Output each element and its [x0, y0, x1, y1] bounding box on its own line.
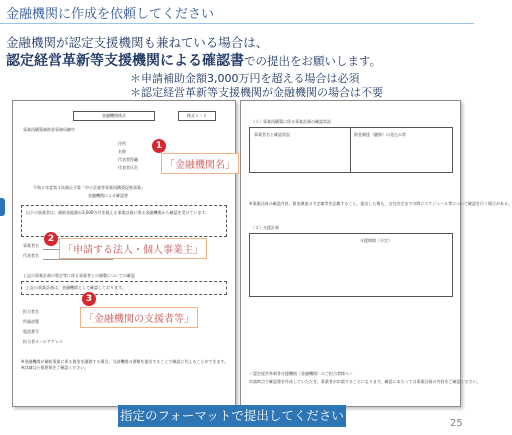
section1-table-divider: [350, 128, 351, 172]
form-body-line2: 金融機関による確認書: [88, 193, 128, 198]
address-label-2: 名称: [118, 149, 126, 154]
support-period-label: 支援期間（予定）: [360, 238, 392, 243]
footnote-1: ※金融機関が補助事業に係る資金を融資する場合、当該機関の書類を提出することで確認に代えることができます。: [21, 359, 229, 364]
callout-badge-1: 1: [152, 139, 166, 153]
callout-3: 「金融機関の支援者等」: [80, 307, 198, 328]
page-title: 金融機関に作成を依頼してください: [6, 7, 215, 22]
form-body-line1: 令和２年度第３次補正予算「中小企業等事業再構築促進事業」: [33, 185, 145, 190]
address-label-3: 代表者役職: [118, 157, 138, 162]
section2-title: （２）支援計画: [251, 225, 279, 230]
note-2: ＊認定経営革新等支援機関が金融機関の場合は不要: [130, 86, 383, 99]
address-label-4: 代表者氏名: [118, 165, 138, 170]
callout-2: 「申請する法人・個人事業主」: [59, 238, 207, 259]
bank-label-4: 担当者メールアドレス: [23, 339, 63, 344]
footer-title: ＜認定経営革新等支援機関（金融機関）のご担当者様へ＞: [249, 371, 353, 376]
title-divider: [0, 23, 474, 24]
business-line-2: [43, 259, 113, 260]
footer-text: 申請時点で確認書を作成していただき、事業者が申請することになります。確認にあたっては事業計画の内容をご確認ください。: [249, 379, 481, 384]
intro-line2-strong: 認定経営革新等支援機関による確認書: [6, 53, 244, 69]
submit-format-banner: 指定のフォーマットで提出してください: [118, 405, 346, 427]
plan-line2: 上記の事業計画は、金融機関として確認しております。: [26, 285, 126, 290]
table-col1-header: 事業者名と確認状況: [254, 132, 290, 137]
intro-line1: 金融機関が認定支援機関も兼ねている場合は、: [6, 35, 269, 50]
form-ref-box: 様式１－２: [178, 111, 216, 121]
form-addressee: 事業再構築補助金事務局御中: [23, 127, 75, 132]
table-col2-header: 資金調達（融資）の見込み等: [354, 132, 406, 137]
section2-table: [249, 233, 453, 297]
bank-label-1: 担当者名: [23, 309, 39, 314]
section1-title: （１）事業再構築に係る事業計画の確認状況: [251, 119, 331, 124]
side-arrow-marker: [0, 198, 5, 216]
form-body-line3: 以下の事業者は、補助金総額が3,000万円を超える事業計画に係る金融機関から確認を受けています。: [26, 210, 210, 215]
callout-1: 「金融機関名」: [161, 153, 239, 174]
page-number: 25: [450, 418, 463, 429]
section1-table: [249, 127, 453, 173]
form-right-document: [240, 100, 512, 407]
business-label-1: 事業者名: [23, 243, 39, 248]
callout-badge-3: 3: [82, 292, 96, 306]
note-1: ＊申請補助金額3,000万円を超える場合は必須: [130, 72, 360, 85]
address-label-1: 住所: [118, 141, 126, 146]
bank-label-3: 電話番号: [23, 329, 39, 334]
intro-line2: [6, 50, 381, 70]
plan-line1: 上記の事業計画の策定等に係る事業者との調整についての確認: [23, 273, 135, 278]
callout-badge-2: 2: [44, 232, 58, 246]
form-header-box: 金融機関様式: [73, 111, 155, 121]
intro-line2-rest: での提出をお願いします。: [244, 54, 382, 68]
business-label-2: 代表者名: [23, 253, 39, 258]
plan-box: [21, 281, 227, 295]
bank-label-2: 所属部署: [23, 319, 39, 324]
footnote-2: ※詳細は公募要領をご確認ください。: [21, 365, 89, 370]
section1-notes: ※事業計画の確認内容、資金調達の予定額等を記載すること。提出した後も、交付決定までの間にスケジュール等について確認を行う場合がある。: [249, 201, 512, 206]
